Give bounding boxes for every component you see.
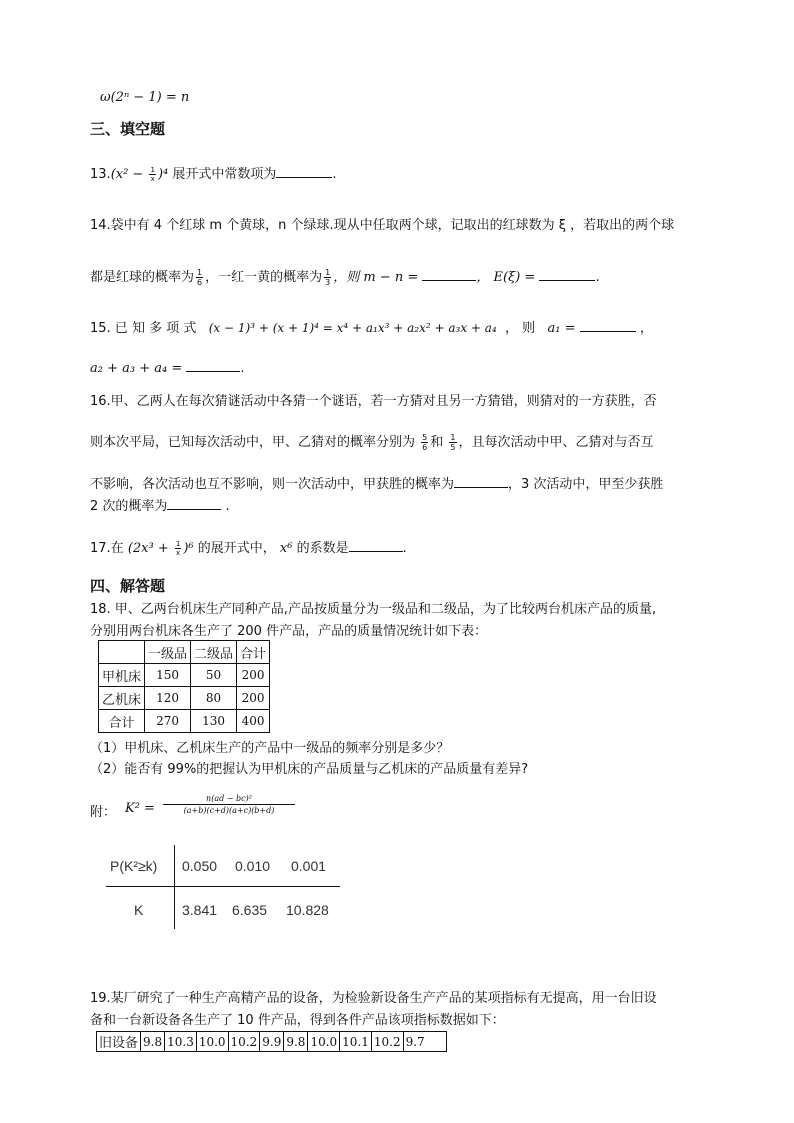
question-16-line1: 16.甲、乙两人在每次猜谜活动中各猜一个谜语，若一方猜对且另一方猜错，则猜对的一方获胜，否 — [90, 394, 657, 409]
question-15-line2: a₂ + a₃ + a₄ = . — [90, 361, 245, 376]
answer-blank-m-n[interactable] — [422, 268, 476, 281]
k-table-cell: 10.828 — [286, 902, 329, 918]
k-table-cell: 6.635 — [232, 902, 268, 918]
question-16-line3: 不影响，各次活动也互不影响，则一次活动中，甲获胜的概率为 ，3 次活动中，甲至少获胜 — [90, 477, 664, 492]
answer-blank-at-least-two[interactable] — [167, 497, 221, 510]
question-19-line2: 备和一台新设备各生产了 10 件产品，得到各件产品该项指标数据如下： — [90, 1013, 505, 1028]
answer-blank-a1[interactable] — [580, 319, 636, 332]
appendix-label: 附： — [90, 805, 117, 820]
question-15-line1: 15. 已 知 多 项 式 (x − 1)³ + (x + 1)⁴ = x⁴ + a₁x³ + a₂x² + a₃x + a₄ ， 则 a₁ = ， — [90, 321, 653, 336]
fraction: $\frac{1}{5}$ — [450, 433, 456, 452]
table-row: 合计 270 130 400 — [99, 710, 270, 733]
table-row: 甲机床 150 50 200 — [99, 664, 270, 687]
top-formula: ω(2ⁿ − 1) = n — [100, 90, 190, 105]
fraction: $\frac{1}{3}$ — [325, 268, 331, 287]
k-table-cell: 3.841 — [182, 902, 218, 918]
answer-blank-sum[interactable] — [186, 359, 240, 372]
answer-blank[interactable] — [349, 539, 403, 552]
question-14-line1: 14.袋中有 4 个红球 m 个黄球，n 个绿球.现从中任取两个球，记取出的红球数为 ξ ，若取出的两个球 — [90, 218, 675, 233]
k-table-cell: 0.001 — [291, 858, 327, 874]
table-header-row: 一级品 二级品 合计 — [99, 641, 270, 664]
question-16-line4: 2 次的概率为 . — [90, 499, 230, 514]
k-table-cell: 0.050 — [182, 858, 218, 874]
question-17: 17.在 (2x³ + $\frac{1}{x}$ )⁶ 的展开式中， x⁶ 的系数是 . — [90, 540, 407, 557]
question-19-line1: 19.某厂研究了一种生产高精产品的设备，为检验新设备生产产品的某项指标有无提高，用一台旧设 — [90, 991, 657, 1006]
question-18-sub1: （1）甲机床、乙机床生产的产品中一级品的频率分别是多少？ — [90, 741, 450, 756]
k-table-hline — [106, 886, 340, 887]
question-14-line2: 都是红球的概率为 $\frac{1}{6}$ ，一红一黄的概率为 $\frac{1}{3}$ ，则 m − n = ， E(ξ) = . — [90, 268, 600, 287]
fraction: $\frac{5}{6}$ — [422, 433, 428, 452]
k-table-row1-label: P(K²≥k) — [110, 858, 158, 874]
k2-lhs: K² = — [125, 801, 155, 816]
fraction: $\frac{1}{x}$ — [150, 166, 155, 183]
answer-blank-expectation[interactable] — [539, 268, 595, 281]
table-row: 乙机床 120 80 200 — [99, 687, 270, 710]
k2-fraction: n(ad − bc)² (a+b)(c+d)(a+c)(b+d) — [163, 794, 295, 816]
section3-title: 三、填空题 — [90, 120, 166, 138]
question-18-sub2: （2）能否有 99%的把握认为甲机床的产品质量与乙机床的产品质量有差异? — [90, 762, 529, 777]
question-13: 13.(x² − $\frac{1}{x}$ )⁴ 展开式中常数项为 . — [90, 166, 337, 183]
quality-table — [98, 640, 270, 733]
answer-blank-win-prob[interactable] — [454, 475, 508, 488]
section4-title: 四、解答题 — [90, 577, 166, 595]
answer-blank[interactable] — [276, 165, 332, 178]
old-device-table — [96, 1031, 447, 1052]
k-table-vline — [174, 845, 175, 929]
question-18-line1: 18. 甲、乙两台机床生产同种产品,产品按质量分为一级品和二级品，为了比较两台机床产品的质量, — [90, 602, 657, 617]
fraction: $\frac{1}{x}$ — [175, 540, 181, 557]
question-16-line2: 则本次平局，已知每次活动中，甲、乙猜对的概率分别为 $\frac{5}{6}$ 和 $\frac{1}{5}$ ，且每次活动中甲、乙猜对与否互 — [90, 433, 654, 452]
table-row: 旧设备 9.8 10.3 10.0 10.2 9.9 9.8 10.0 10.1 10.2 9.7 — [97, 1032, 447, 1052]
question-18-line2: 分别用两台机床各生产了 200 件产品，产品的质量情况统计如下表： — [90, 624, 488, 639]
fraction: $\frac{1}{6}$ — [197, 268, 203, 287]
k-table-cell: 0.010 — [235, 858, 271, 874]
k-table-row2-label: K — [134, 902, 144, 918]
